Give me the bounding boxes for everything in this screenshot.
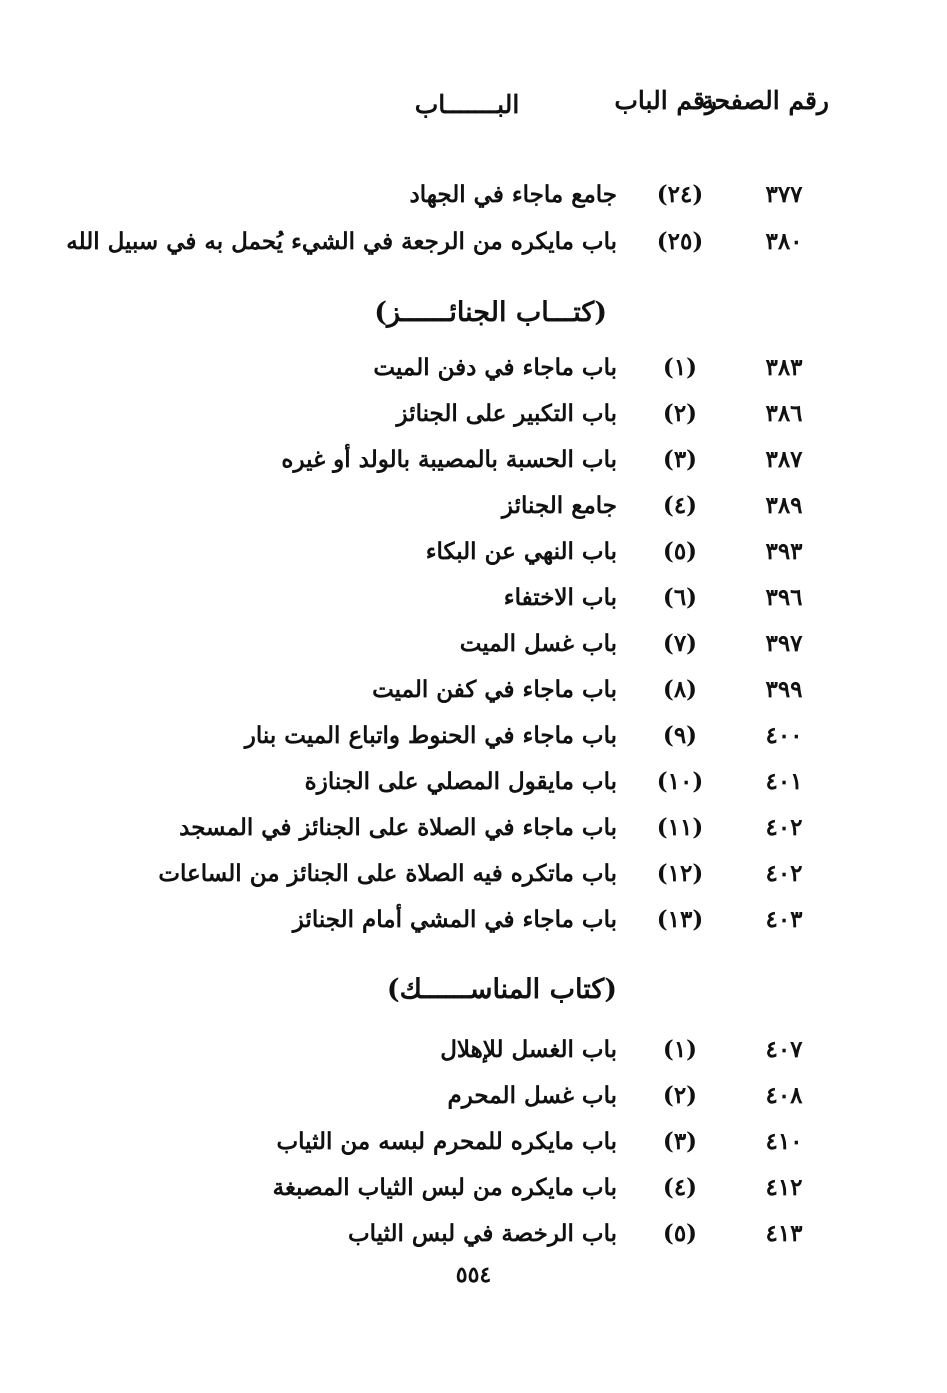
toc-chapter-number: (٣)	[662, 1128, 698, 1155]
toc-page-number: ٣٩٦	[765, 584, 803, 611]
toc-chapter-title: باب ماتكره فيه الصلاة على الجنائز من الساعات	[158, 860, 617, 887]
toc-page-number: ٣٨٧	[765, 446, 803, 473]
toc-chapter-number: (١٠)	[656, 768, 704, 795]
toc-row	[0, 624, 947, 664]
page-number-column-header: رقم الصفحة	[701, 86, 829, 115]
toc-chapter-number: (٤)	[662, 1174, 698, 1201]
toc-chapter-title: باب ماجاء في كفن الميت	[372, 676, 617, 703]
toc-page-number: ٤٠٧	[765, 1036, 803, 1063]
toc-chapter-title: باب ماجاء في الحنوط واتباع الميت بنار	[244, 722, 617, 749]
toc-page-number: ٤١٣	[765, 1220, 803, 1247]
toc-page-number: ٤٠٢	[765, 860, 803, 887]
toc-chapter-title: باب مايكره للمحرم لبسه من الثياب	[276, 1128, 617, 1155]
toc-chapter-number: (١)	[662, 1036, 698, 1063]
toc-page-number: ٤٠٢	[765, 814, 803, 841]
toc-chapter-number: (٣)	[662, 446, 698, 473]
toc-chapter-number: (١)	[662, 354, 698, 381]
toc-page-number: ٣٧٧	[765, 181, 803, 208]
toc-chapter-title: باب غسل المحرم	[447, 1082, 617, 1109]
toc-page-number: ٤٠٠	[765, 722, 803, 749]
toc-row	[0, 175, 947, 215]
toc-row	[0, 222, 947, 262]
toc-row	[0, 578, 947, 618]
toc-page-number: ٣٩٩	[765, 676, 803, 703]
toc-chapter-title: باب الاختفاء	[503, 584, 617, 611]
toc-row	[0, 762, 947, 802]
table-header	[0, 84, 947, 164]
toc-row	[0, 440, 947, 480]
toc-chapter-title: باب الرخصة في لبس الثياب	[347, 1220, 617, 1247]
toc-row	[0, 348, 947, 388]
toc-chapter-number: (١٢)	[656, 860, 704, 887]
toc-row	[0, 670, 947, 710]
toc-row	[0, 900, 947, 940]
toc-row	[0, 1214, 947, 1254]
toc-chapter-number: (٤)	[662, 492, 698, 519]
toc-row	[0, 1030, 947, 1070]
toc-chapter-number: (٩)	[662, 722, 698, 749]
toc-chapter-number: (٥)	[662, 1220, 698, 1247]
toc-page-number: ٣٨٩	[765, 492, 803, 519]
toc-chapter-number: (٨)	[662, 676, 698, 703]
toc-chapter-number: (٢٤)	[656, 181, 704, 208]
toc-row	[0, 532, 947, 572]
toc-chapter-title: باب مايقول المصلي على الجنازة	[304, 768, 617, 795]
toc-chapter-number: (٧)	[662, 630, 698, 657]
toc-chapter-number: (٦)	[662, 584, 698, 611]
toc-chapter-title: باب ماجاء في دفن الميت	[373, 354, 617, 381]
toc-row	[0, 1076, 947, 1116]
toc-chapter-number: (١٣)	[656, 906, 704, 933]
toc-chapter-title: باب ماجاء في المشي أمام الجنائز	[292, 906, 617, 933]
page-footer-number: ٥٥٤	[455, 1262, 492, 1288]
toc-chapter-title: باب الغسل للإهلال	[440, 1036, 617, 1063]
toc-chapter-title: باب التكبير على الجنائز	[396, 400, 617, 427]
toc-row	[0, 1168, 947, 1208]
toc-chapter-title: باب غسل الميت	[459, 630, 617, 657]
section-heading-funerals	[0, 290, 947, 336]
toc-chapter-title: باب الحسبة بالمصيبة بالولد أو غيره	[281, 446, 617, 473]
toc-row	[0, 808, 947, 848]
toc-page-number: ٤١٢	[765, 1174, 803, 1201]
section-heading-rituals	[0, 967, 947, 1013]
toc-page-number: ٣٨٠	[765, 228, 803, 255]
toc-chapter-title: باب مايكره من الرجعة في الشيء يُحمل به في سبيل الله	[66, 228, 617, 255]
toc-chapter-number: (٥)	[662, 538, 698, 565]
toc-page-number: ٤١٠	[765, 1128, 803, 1155]
toc-page-number: ٣٨٣	[765, 354, 803, 381]
toc-row	[0, 486, 947, 526]
toc-chapter-title: باب مايكره من لبس الثياب المصبغة	[272, 1174, 617, 1201]
toc-chapter-number: (٢٥)	[656, 228, 704, 255]
toc-row	[0, 394, 947, 434]
toc-chapter-number: (٢)	[662, 1082, 698, 1109]
toc-chapter-title: باب النهي عن البكاء	[425, 538, 617, 565]
toc-chapter-title: باب ماجاء في الصلاة على الجنائز في المسجد	[179, 814, 617, 841]
chapter-number-column-header: رقم الباب	[614, 86, 717, 115]
toc-row	[0, 1122, 947, 1162]
toc-chapter-number: (٢)	[662, 400, 698, 427]
toc-page-number: ٣٩٣	[765, 538, 803, 565]
chapter-title-column-header: البـــــــاب	[414, 90, 520, 119]
section-heading-text: (كتاب المناســــــك)	[386, 974, 617, 1005]
toc-chapter-title: جامع ماجاء في الجهاد	[409, 181, 617, 208]
toc-page-number: ٤٠٨	[765, 1082, 803, 1109]
toc-page-number: ٣٨٦	[765, 400, 803, 427]
toc-row	[0, 716, 947, 756]
toc-page-number: ٤٠١	[765, 768, 803, 795]
toc-chapter-title: جامع الجنائز	[501, 492, 617, 519]
toc-page-number: ٤٠٣	[765, 906, 803, 933]
section-heading-text: (كتـــاب الجنائــــــز)	[374, 297, 607, 328]
toc-page-number: ٣٩٧	[765, 630, 803, 657]
toc-row	[0, 854, 947, 894]
toc-chapter-number: (١١)	[656, 814, 704, 841]
